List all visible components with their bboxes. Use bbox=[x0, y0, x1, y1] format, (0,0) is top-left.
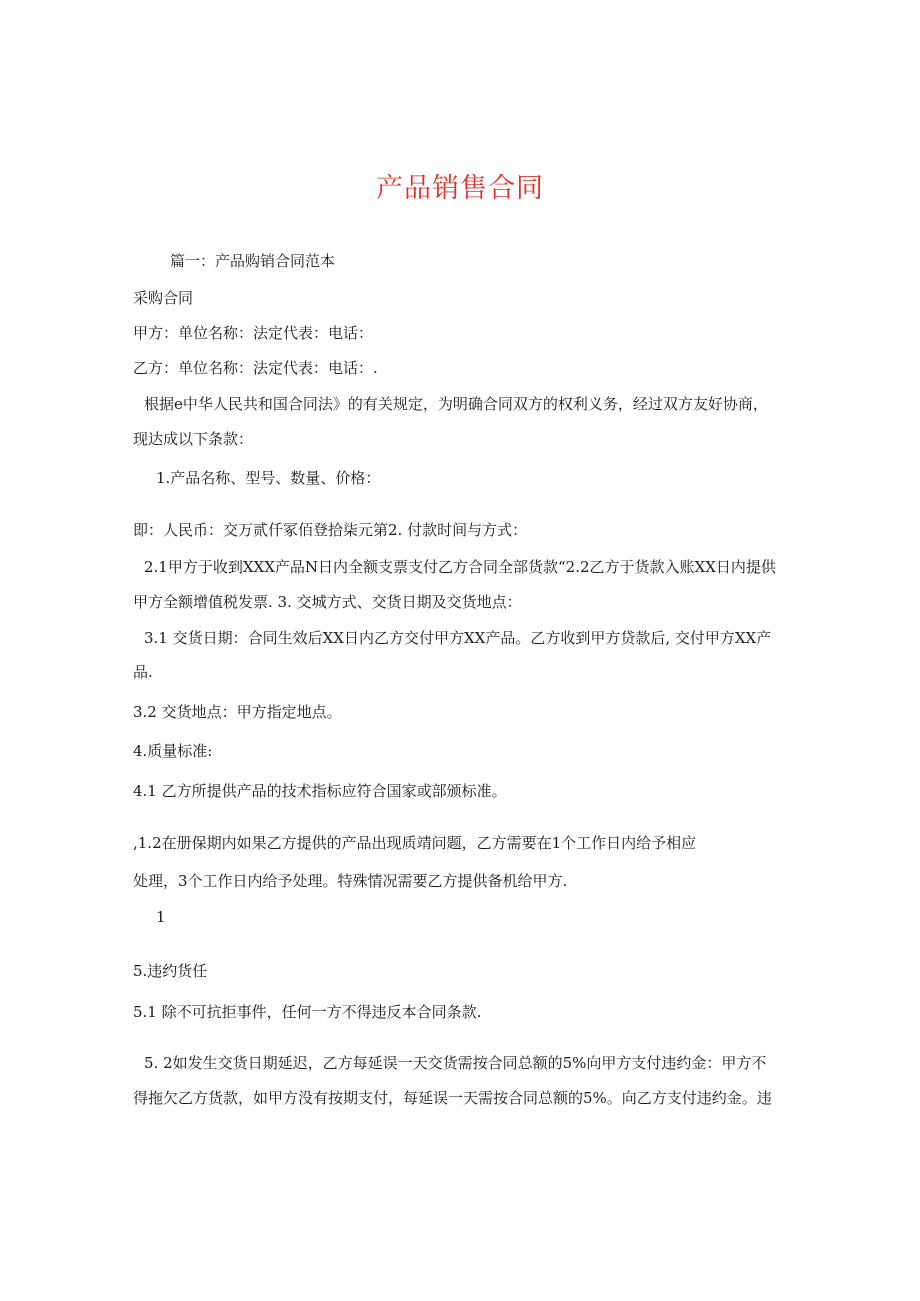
contract-label: 采购合同 bbox=[133, 289, 194, 307]
clause-4-2-line-1: ,1.2在册保期内如果乙方提供的产品出现质靖问题，乙方需要在1个工作日内给予相应 bbox=[133, 834, 697, 852]
clause-1-amount: 即：人民币：交万贰仟冢佰登拾柒元第2. 付款时间与方式： bbox=[133, 521, 528, 539]
clause-5-heading: 5.违约货任 bbox=[133, 962, 208, 980]
document-title: 产品销售合同 bbox=[376, 173, 544, 204]
clause-2-line-2: 甲方全额增值税发票. 3. 交城方式、交货日期及交货地点： bbox=[133, 593, 522, 611]
clause-3-2: 3.2 交货地点：甲方指定地点。 bbox=[133, 703, 342, 721]
clause-5-2-line-1: 5. 2如发生交货日期延迟，乙方每延误一天交货需按合同总额的5%向甲方支付违约金：甲方不 bbox=[144, 1054, 767, 1072]
clause-5-1: 5.1 除不可抗拒事件，任何一方不得违反本合同条款. bbox=[133, 1003, 482, 1021]
clause-5-2-line-2: 得拖欠乙方货款，如甲方没有按期支付，每延误一天需按合同总额的5%。向乙方支付违约金。违 bbox=[133, 1089, 772, 1107]
clause-3-1-line-2: 品. bbox=[133, 663, 153, 681]
clause-4-heading: 4.质量标准: bbox=[133, 742, 213, 760]
clause-4-1: 4.1 乙方所提供产品的技术指标应符合国家或部颁标准。 bbox=[133, 782, 507, 800]
page-number: 1 bbox=[156, 908, 166, 926]
clause-2-line-1: 2.1甲方于收到XXX产品N日内全额支票支付乙方合同全部货款“2.2乙方于货款入账XX日内提供 bbox=[144, 558, 776, 576]
clause-4-2-line-2: 处理，3个工作日内给予处理。特殊情况需要乙方提供备机给甲方. bbox=[133, 872, 568, 890]
preamble-line-1: 根据e中华人民共和国合同法》的有关规定，为明确合同双方的权利义务，经过双方友好协商， bbox=[144, 395, 768, 413]
clause-1: 1.产品名称、型号、数量、价格： bbox=[156, 469, 381, 487]
party-b-line: 乙方：单位名称：法定代表：电话：. bbox=[133, 359, 378, 377]
preamble-line-2: 现达成以下条款： bbox=[133, 430, 254, 448]
clause-3-1-line-1: 3.1 交货日期：合同生效后XX日内乙方交付甲方XX产品。乙方收到甲方贷款后, 交付甲方XX产 bbox=[144, 629, 772, 647]
party-a-line: 甲方：单位名称：法定代表：电话： bbox=[133, 324, 374, 342]
section-heading: 篇一：产品购销合同范本 bbox=[170, 252, 336, 270]
